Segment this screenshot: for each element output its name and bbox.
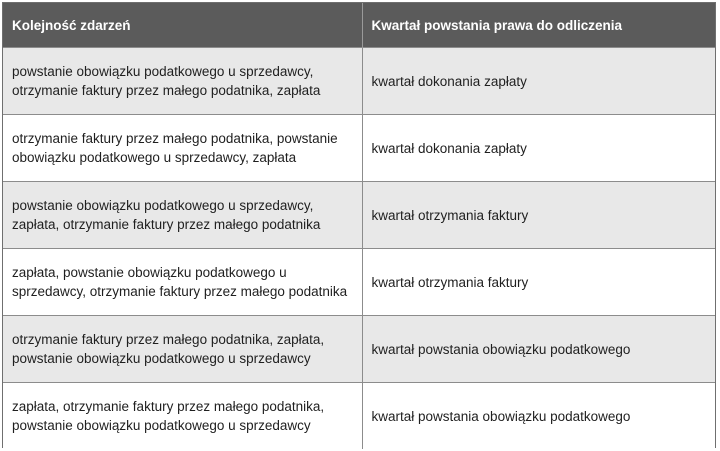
header-event-order: Kolejność zdarzeń bbox=[3, 3, 362, 48]
deduction-quarter-cell: kwartał otrzymania faktury bbox=[362, 182, 715, 249]
table-row bbox=[3, 182, 715, 249]
table-header-row bbox=[3, 3, 715, 48]
event-order-cell: otrzymanie faktury przez małego podatnika, zapłata, powstanie obowiązku podatkowego u sprzedawcy bbox=[3, 316, 362, 383]
table-row bbox=[3, 115, 715, 182]
header-deduction-quarter: Kwartał powstania prawa do odliczenia bbox=[362, 3, 715, 48]
table-row bbox=[3, 249, 715, 316]
deduction-quarter-cell: kwartał otrzymania faktury bbox=[362, 249, 715, 316]
deduction-quarter-cell: kwartał powstania obowiązku podatkowego bbox=[362, 383, 715, 450]
events-table bbox=[3, 3, 715, 449]
deduction-quarter-cell: kwartał powstania obowiązku podatkowego bbox=[362, 316, 715, 383]
deduction-quarter-cell: kwartał dokonania zapłaty bbox=[362, 48, 715, 115]
event-order-cell: zapłata, otrzymanie faktury przez małego podatnika, powstanie obowiązku podatkowego u sprzedawcy bbox=[3, 383, 362, 450]
event-order-cell: powstanie obowiązku podatkowego u sprzedawcy, otrzymanie faktury przez małego podatnika, zapłata bbox=[3, 48, 362, 115]
deduction-quarter-cell: kwartał dokonania zapłaty bbox=[362, 115, 715, 182]
events-table-container bbox=[2, 2, 716, 448]
table-row bbox=[3, 48, 715, 115]
event-order-cell: zapłata, powstanie obowiązku podatkowego u sprzedawcy, otrzymanie faktury przez małego podatnika bbox=[3, 249, 362, 316]
table-row bbox=[3, 316, 715, 383]
event-order-cell: powstanie obowiązku podatkowego u sprzedawcy, zapłata, otrzymanie faktury przez małego podatnika bbox=[3, 182, 362, 249]
table-row bbox=[3, 383, 715, 450]
event-order-cell: otrzymanie faktury przez małego podatnika, powstanie obowiązku podatkowego u sprzedawcy, zapłata bbox=[3, 115, 362, 182]
